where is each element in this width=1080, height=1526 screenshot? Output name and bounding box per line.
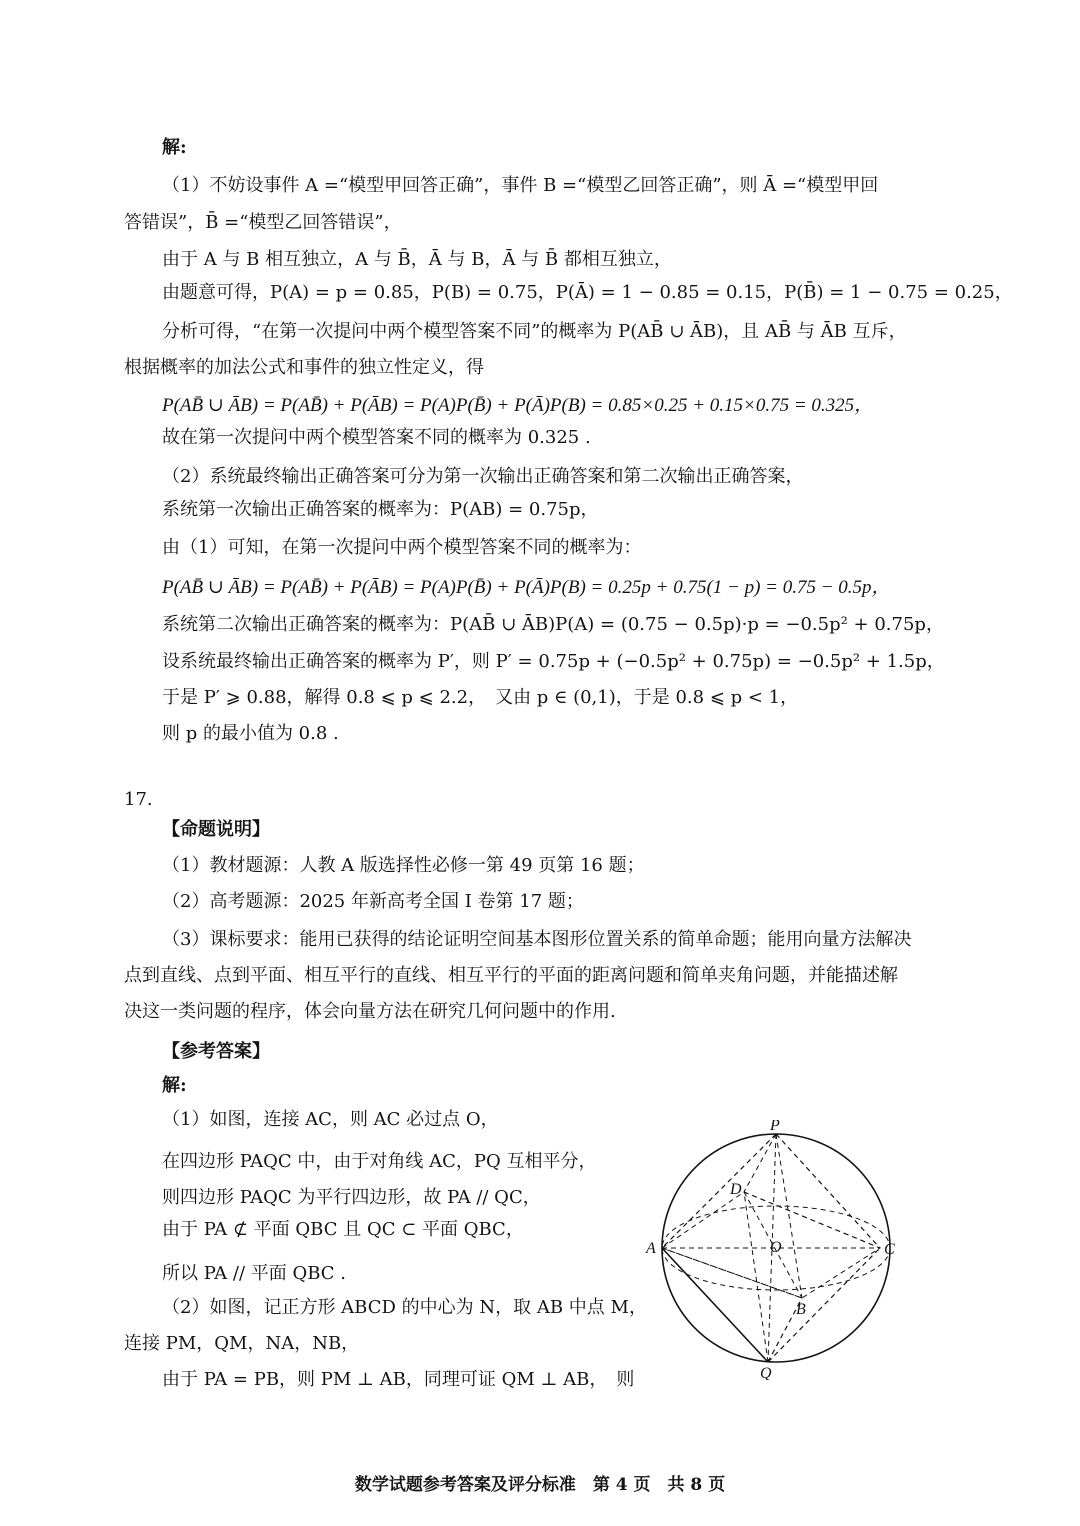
geometry-figure bbox=[640, 1120, 900, 1380]
section-heading: 【参考答案】 bbox=[162, 1041, 270, 1062]
label-c: C bbox=[884, 1241, 895, 1258]
edge-qc bbox=[768, 1248, 880, 1362]
text-line: 由于 PA ⊄ 平面 QBC 且 QC ⊂ 平面 QBC， bbox=[162, 1219, 524, 1240]
label-a: A bbox=[646, 1240, 656, 1257]
text-line: 点到直线、点到平面、相互平行的直线、相互平行的平面的距离问题和简单夹角问题，并能描述解 bbox=[124, 965, 898, 986]
edge-pc bbox=[776, 1134, 880, 1248]
text-line: 根据概率的加法公式和事件的独立性定义，得 bbox=[124, 357, 484, 378]
edge-qd bbox=[744, 1192, 768, 1362]
formula-line: P(AB̄ ∪ ĀB) = P(AB̄) + P(ĀB) = P(A)P(B̄) + P(Ā)P(B) = 0.85×0.25 + 0.15×0.75 = 0.325， bbox=[162, 395, 874, 416]
edge-dc bbox=[744, 1192, 880, 1248]
text-line: 由于 A 与 B 相互独立，A 与 B̄，Ā 与 B，Ā 与 B̄ 都相互独立， bbox=[162, 249, 672, 270]
text-line: 则 p 的最小值为 0.8 . bbox=[162, 723, 339, 744]
problem-number: 17. bbox=[124, 789, 153, 810]
text-line: （2）系统最终输出正确答案可分为第一次输出正确答案和第二次输出正确答案， bbox=[162, 466, 804, 487]
text-line: 系统第二次输出正确答案的概率为：P(AB̄ ∪ ĀB)P(A) = (0.75 − 0.5p)·p = −0.5p² + 0.75p， bbox=[162, 614, 944, 635]
edge-pd bbox=[744, 1134, 776, 1192]
text-line: （3）课标要求：能用已获得的结论证明空间基本图形位置关系的简单命题；能用向量方法解决 bbox=[162, 929, 912, 950]
text-line: 则四边形 PAQC 为平行四边形，故 PA // QC， bbox=[162, 1187, 541, 1208]
text-line: 答错误”，B̄ =“模型乙回答错误”， bbox=[124, 212, 402, 233]
text-line: 由于 PA = PB，则 PM ⊥ AB，同理可证 QM ⊥ AB， 则 bbox=[162, 1369, 635, 1390]
text-line: 故在第一次提问中两个模型答案不同的概率为 0.325 . bbox=[162, 427, 591, 448]
text-line: 分析可得，“在第一次提问中两个模型答案不同”的概率为 P(AB̄ ∪ ĀB)，且 AB̄ 与 ĀB 互斥， bbox=[162, 321, 907, 342]
label-d: D bbox=[730, 1181, 742, 1198]
section-heading: 【命题说明】 bbox=[162, 819, 270, 840]
text-line: 由题意可得，P(A) = p = 0.85，P(B) = 0.75，P(Ā) = 1 − 0.85 = 0.15，P(B̄) = 1 − 0.75 = 0.25， bbox=[162, 282, 1013, 303]
text-line: 在四边形 PAQC 中，由于对角线 AC，PQ 互相平分， bbox=[162, 1151, 597, 1172]
text-line: （1）如图，连接 AC，则 AC 必过点 O， bbox=[162, 1109, 499, 1130]
label-p: P bbox=[770, 1120, 780, 1134]
solution-heading: 解: bbox=[162, 1075, 187, 1096]
label-o: O bbox=[770, 1239, 782, 1256]
edge-pa bbox=[662, 1134, 776, 1248]
text-line: 由（1）可知，在第一次提问中两个模型答案不同的概率为： bbox=[162, 537, 642, 558]
text-line: 连接 PM，QM，NA，NB， bbox=[124, 1333, 360, 1354]
text-line: 于是 P′ ⩾ 0.88，解得 0.8 ⩽ p ⩽ 2.2， 又由 p ∈ (0,1)，于是 0.8 ⩽ p < 1， bbox=[162, 687, 799, 708]
formula-line: P(AB̄ ∪ ĀB) = P(AB̄) + P(ĀB) = P(A)P(B̄) + P(Ā)P(B) = 0.25p + 0.75(1 − p) = 0.75 − 0.5p， bbox=[162, 577, 891, 598]
text-line: （2）如图，记正方形 ABCD 的中心为 N，取 AB 中点 M， bbox=[162, 1297, 647, 1318]
solution-heading: 解: bbox=[162, 137, 187, 158]
text-line: （2）高考题源：2025 年新高考全国 Ⅰ 卷第 17 题； bbox=[162, 891, 584, 912]
text-line: 系统第一次输出正确答案的概率为：P(AB) = 0.75p， bbox=[162, 499, 599, 520]
page-footer: 数学试题参考答案及评分标准 第 4 页 共 8 页 bbox=[354, 1475, 726, 1495]
text-line: 决这一类问题的程序，体会向量方法在研究几何问题中的作用. bbox=[124, 1001, 616, 1022]
label-q: Q bbox=[760, 1365, 772, 1380]
text-line: （1）不妨设事件 A =“模型甲回答正确”，事件 B =“模型乙回答正确”，则 Ā =“模型甲回 bbox=[162, 175, 879, 196]
label-b: B bbox=[796, 1301, 806, 1318]
text-line: 设系统最终输出正确答案的概率为 P′，则 P′ = 0.75p + (−0.5p² + 0.75p) = −0.5p² + 1.5p， bbox=[162, 651, 945, 672]
text-line: 所以 PA // 平面 QBC . bbox=[162, 1263, 347, 1284]
text-line: （1）教材题源：人教 A 版选择性必修一第 49 页第 16 题； bbox=[162, 855, 645, 876]
